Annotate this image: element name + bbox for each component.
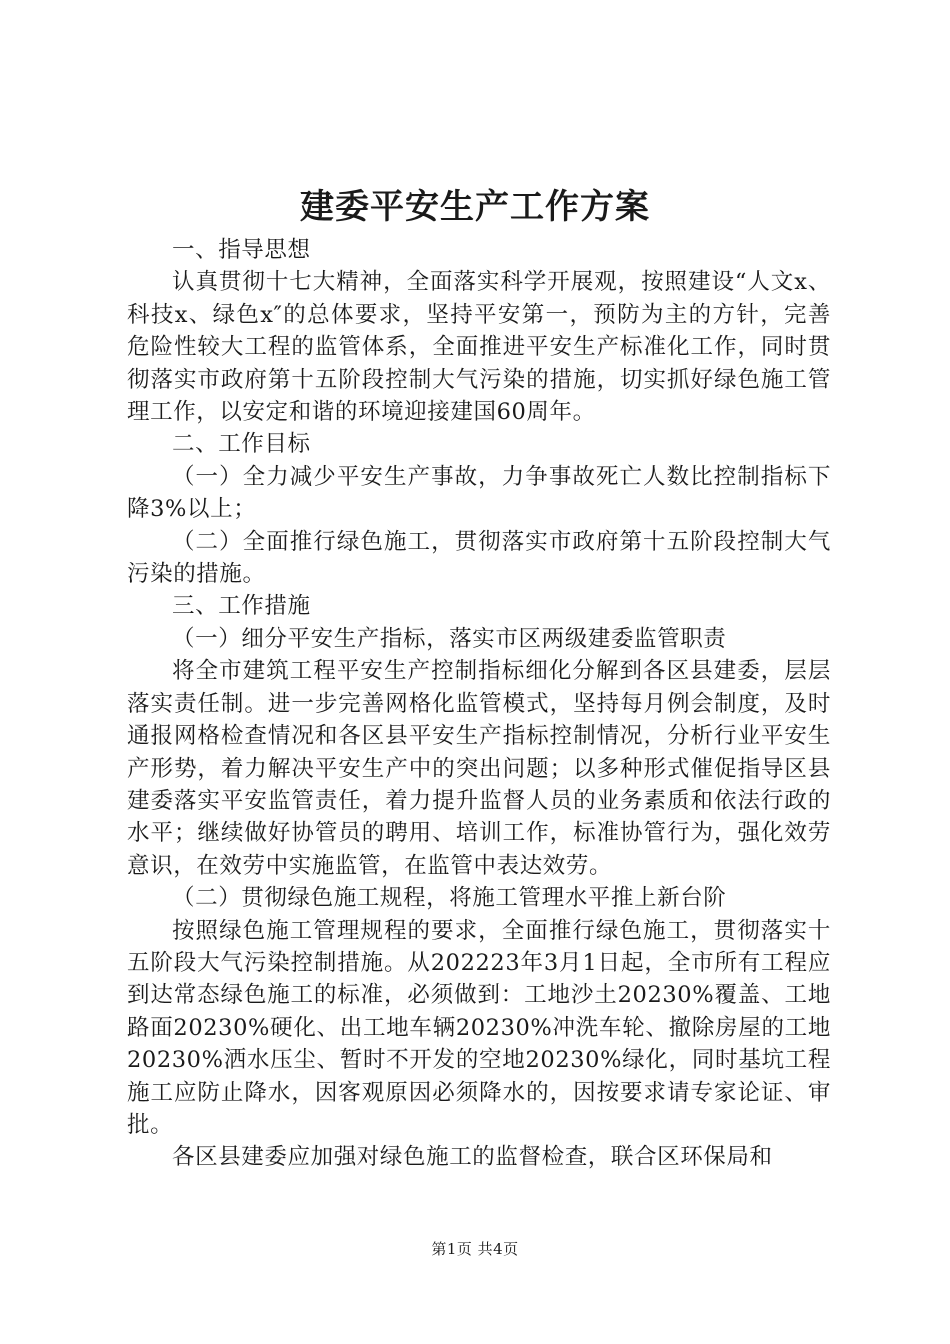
document-title: 建委平安生产工作方案 — [300, 187, 650, 227]
sub-item: （一）全力减少平安生产事故，力争事故死亡人数比控制指标下降3%以上； — [127, 463, 831, 523]
paragraph: 各区县建委应加强对绿色施工的监督检查，联合区环保局和 — [172, 1144, 773, 1171]
section-heading: 一、指导思想 — [172, 237, 311, 263]
paragraph: 按照绿色施工管理规程的要求，全面推行绿色施工，贯彻落实十五阶段大气污染控制措施。从202223年3月1日起，全市所有工程应到达常态绿色施工的标准，必须做到：工地沙土20230%覆盖、工地路面20230%硬化、出工地车辆20230%冲洗车轮、撤除房屋的工地20230%洒水压尘、暂时不开发的空地20230%绿化，同时基坑工程施工应防止降水，因客观原因必须降水的，因按要求请专家论证、审批。 — [127, 917, 831, 1138]
section-heading: 二、工作目标 — [172, 431, 311, 458]
sub-heading: （二）贯彻绿色施工规程，将施工管理水平推上新台阶 — [172, 885, 727, 912]
paragraph: 认真贯彻十七大精神，全面落实科学开展观，按照建设“人文x、科技x、绿色x″的总体要求，坚持平安第一，预防为主的方针，完善危险性较大工程的监管体系，全面推进平安生产标准化工作，同时贯彻落实市政府第十五阶段控制大气污染的措施，切实抓好绿色施工管理工作，以安定和谐的环境迎接建国60周年。 — [127, 269, 831, 426]
section-heading: 三、工作措施 — [172, 593, 311, 620]
page-footer: 第1页 共4页 — [431, 1240, 519, 1258]
document-body — [127, 234, 831, 1174]
sub-heading: （一）细分平安生产指标，落实市区两级建委监管职责 — [172, 625, 727, 652]
sub-item: （二）全面推行绿色施工，贯彻落实市政府第十五阶段控制大气污染的措施。 — [127, 528, 831, 588]
paragraph: 将全市建筑工程平安生产控制指标细化分解到各区县建委，层层落实责任制。进一步完善网格化监管模式，坚持每月例会制度，及时通报网格检查情况和各区县平安生产指标控制情况，分析行业平安生产形势，着力解决平安生产中的突出问题；以多种形式催促指导区县建委落实平安监管责任，着力提升监督人员的业务素质和依法行政的水平；继续做好协管员的聘用、培训工作，标准协管行为，强化效劳意识，在效劳中实施监管，在监管中表达效劳。 — [127, 658, 831, 879]
